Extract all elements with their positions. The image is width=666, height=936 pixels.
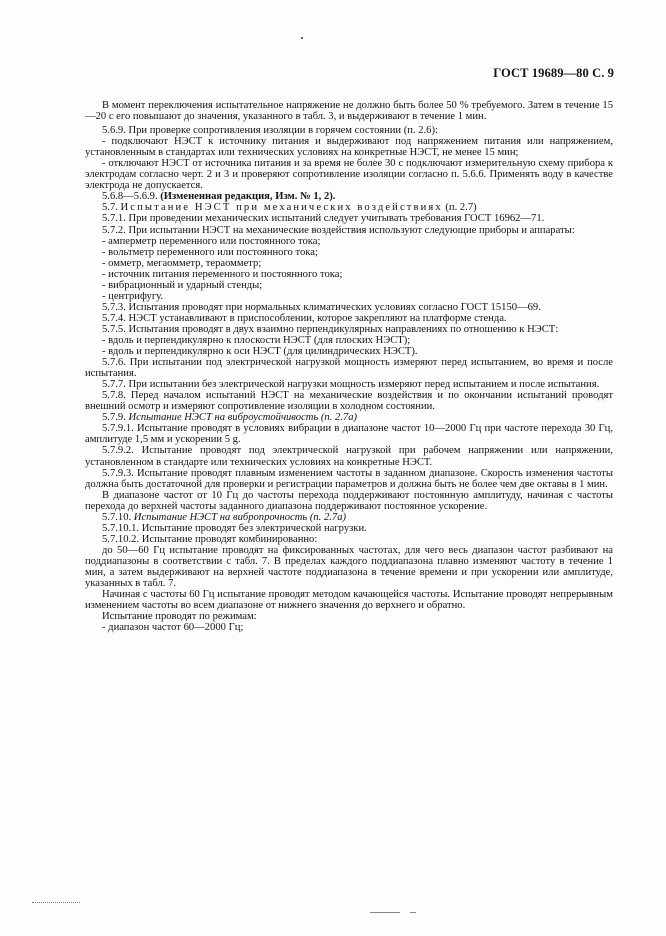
section-ref: (п. 2.7) (445, 202, 477, 214)
clause-number: 5.7.10. (102, 511, 132, 523)
list-item: - вдоль и перпендикулярно к плоскости НЭСТ (для плоских НЭСТ); (102, 334, 411, 346)
section-number: 5.7. (102, 202, 118, 214)
list-item: - отключают НЭСТ от источника питания и за время не более 30 с подключают измерительную схему прибора к электродам согласно черт. 2 и 3 и проверяют сопротивление изоляции согласно п. 5.6.6. Применять воду в качестве электрода не допускается. (85, 158, 613, 192)
scan-artifact (370, 912, 400, 913)
amendment-clauses: 5.6.8—5.6.9. (102, 191, 158, 203)
paragraph: Испытание проводят по режимам: (102, 611, 257, 623)
clause-5-7-2: 5.7.2. При испытании НЭСТ на механические воздействия используют следующие приборы и аппараты: (102, 224, 575, 236)
section-title: Испытание НЭСТ при механических воздействиях (120, 202, 443, 214)
paragraph: до 50—60 Гц испытание проводят на фиксированных частотах, для чего весь диапазон частот разбивают на поддиапазоны в соответствии с табл. 7. В пределах каждого поддиапазона плавно изменяют частоту в течение 1 мин, а затем выдерживают на верхней частоте поддиапазона в течение времени и при ускорении или амплитуде, указанных в табл. 7. (85, 544, 613, 590)
subheading-5-7-9 (85, 412, 613, 423)
clause-5-7-10-2: 5.7.10.2. Испытание проводят комбинированно: (102, 533, 318, 545)
list-item: - диапазон частот 60—2000 Гц; (102, 622, 244, 634)
paragraph: В диапазоне частот от 10 Гц до частоты перехода поддерживают постоянную амплитуду, начиная с частоты перехода до верхней частоты заданного диапазона поддерживают постоянное ускорение. (85, 489, 613, 512)
list-item: - подключают НЭСТ к источнику питания и выдерживают под напряжением питания или напряжением, установленным в стандартах или технических условиях на конкретные НЭСТ, не менее 15 мин; (85, 136, 613, 159)
list-item: - вибрационный и ударный стенды; (102, 279, 263, 291)
clause-5-7-8: 5.7.8. Перед началом испытаний НЭСТ на механические воздействия и по окончании испытаний проводят внешний осмотр и измеряют сопротивление изоляции в холодном состоянии. (85, 390, 613, 413)
amendment-text: (Измененная редакция, Изм. № 1, 2). (160, 191, 336, 203)
clause-5-7-4: 5.7.4. НЭСТ устанавливают в приспособлении, которое закрепляют на платформе стенда. (102, 312, 507, 324)
clause-5-7-9-1: 5.7.9.1. Испытание проводят в условиях вибрации в диапазоне частот 10—2000 Гц при частоте перехода 30 Гц, амплитуде 1,5 мм и ускорении 5 g. (85, 423, 613, 446)
clause-5-7-6: 5.7.6. При испытании под электрической нагрузкой мощность измеряют перед испытанием, во время и после испытания. (85, 357, 613, 380)
clause-5-7-10-1: 5.7.10.1. Испытание проводят без электрической нагрузки. (102, 522, 367, 534)
list-item: - центрифугу. (102, 290, 164, 302)
scan-artifact (410, 912, 416, 913)
paragraph: В момент переключения испытательное напряжение не должно быть более 50 % требуемого. Затем в течение 15—20 с его повышают до значения, указанного в табл. 3, и выдерживают в течение 1 мин. (85, 100, 613, 123)
clause-5-7-3: 5.7.3. Испытания проводят при нормальных климатических условиях согласно ГОСТ 15150—69. (102, 301, 541, 313)
clause-5-7-9-2: 5.7.9.2. Испытание проводят под электрической нагрузкой при рабочем напряжении или напряжении, установленном в стандарте или технических условиях на конкретные НЭСТ. (85, 445, 613, 468)
document-body (85, 100, 613, 633)
subheading-title: Испытание НЭСТ на виброустойчивость (п. 2.7а) (128, 412, 358, 424)
subheading-title: Испытание НЭСТ на вибропрочность (п. 2.7а) (133, 511, 347, 523)
list-item: - омметр, мегаомметр, тераомметр; (102, 257, 262, 269)
list-item: - амперметр переменного или постоянного тока; (102, 235, 321, 247)
clause-5-7-1: 5.7.1. При проведении механических испытаний следует учитывать требования ГОСТ 16962—71. (102, 213, 545, 225)
clause-5-7-9-3: 5.7.9.3. Испытание проводят плавным изменением частоты в заданном диапазоне. Скорость изменения частоты должна быть достаточной для проверки и регистрации параметров и должна быть не более чем две октавы в 1 мин. (85, 467, 613, 490)
page-header: ГОСТ 19689—80 С. 9 (493, 66, 614, 80)
clause-number: 5.7.9. (102, 412, 126, 424)
scan-artifact (32, 902, 80, 903)
list-item: - источник питания переменного и постоянного тока; (102, 268, 343, 280)
scan-speck (301, 37, 303, 39)
subheading-5-7-10 (85, 512, 613, 523)
list-item: - вдоль и перпендикулярно к оси НЭСТ (для цилиндрических НЭСТ). (102, 346, 418, 358)
list-item: - вольтметр переменного или постоянного тока; (102, 246, 318, 258)
clause-5-6-9: 5.6.9. При проверке сопротивления изоляции в горячем состоянии (п. 2.6): (102, 125, 438, 137)
section-heading-5-7 (85, 202, 613, 213)
clause-5-7-7: 5.7.7. При испытании без электрической нагрузки мощность измеряют перед испытанием и после испытания. (102, 379, 600, 391)
paragraph: Начиная с частоты 60 Гц испытание проводят методом качающейся частоты. Испытание проводят непрерывным изменением частоты во всем диапазоне от нижнего значения до верхнего и обратно. (85, 589, 613, 612)
clause-5-7-5: 5.7.5. Испытания проводят в двух взаимно перпендикулярных направлениях по отношению к НЭСТ: (102, 323, 559, 335)
amendment-note (85, 191, 613, 202)
